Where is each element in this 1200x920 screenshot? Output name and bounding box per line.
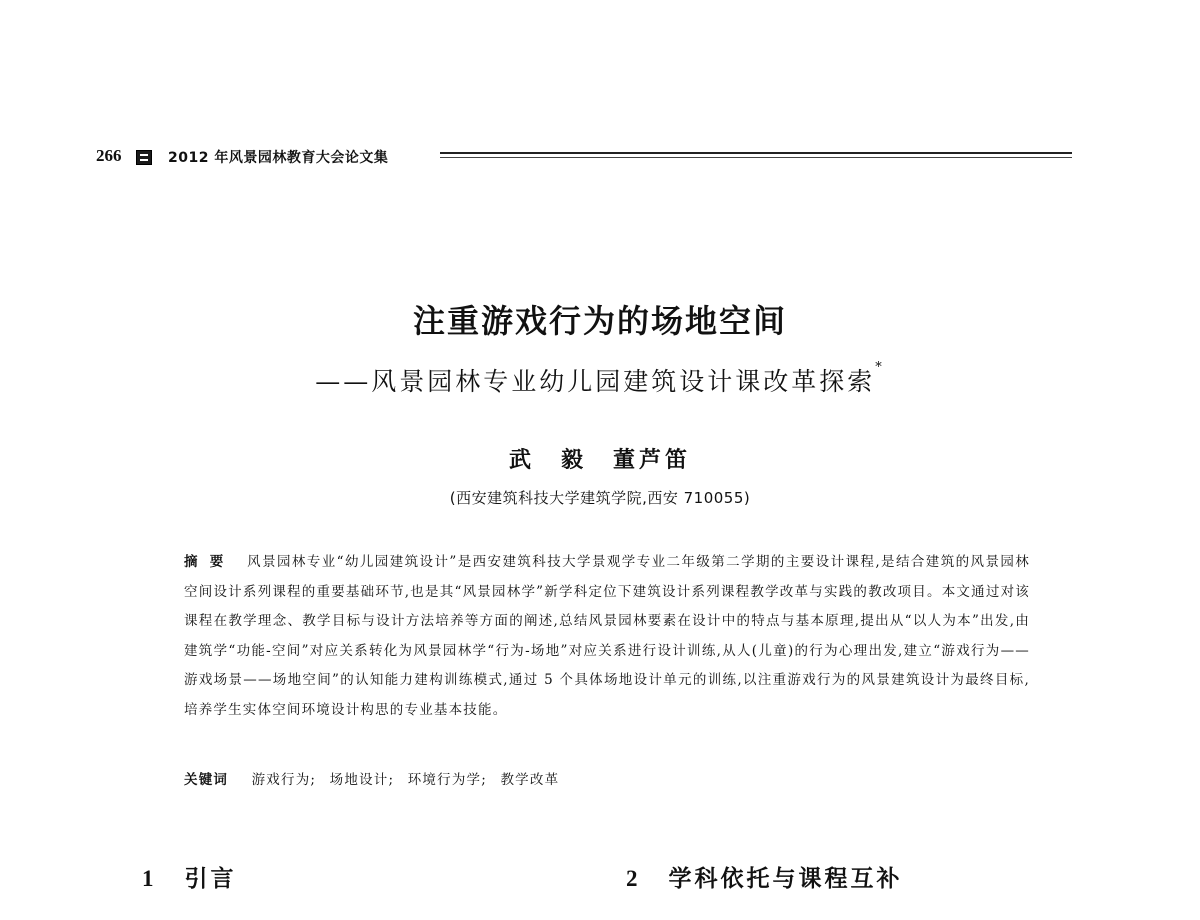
keyword-item: 场地设计; bbox=[329, 772, 395, 788]
keyword-item: 教学改革 bbox=[500, 772, 560, 788]
affiliation: (西安建筑科技大学建筑学院,西安 710055) bbox=[449, 489, 751, 507]
abstract bbox=[184, 548, 1030, 725]
section-title: 学科依托与课程互补 bbox=[668, 865, 903, 892]
section-number: 2 bbox=[626, 866, 641, 891]
page-ornament-icon bbox=[136, 150, 152, 165]
page-number: 266 bbox=[96, 146, 122, 165]
keywords-label: 关键词 bbox=[184, 772, 229, 788]
keyword-item: 游戏行为; bbox=[251, 772, 317, 788]
subtitle-text: ——风景园林专业幼儿园建筑设计课改革探索 bbox=[315, 367, 876, 396]
paper-title: 注重游戏行为的场地空间 bbox=[412, 302, 787, 340]
collection-title: 2012 年风景园林教育大会论文集 bbox=[168, 150, 389, 166]
footnote-mark: * bbox=[875, 360, 885, 375]
header-rule bbox=[440, 152, 1072, 154]
section-number: 1 bbox=[142, 866, 157, 891]
keyword-item: 环境行为学; bbox=[407, 772, 487, 788]
section-heading-introduction bbox=[142, 860, 237, 893]
abstract-label: 摘要 bbox=[184, 554, 236, 570]
keywords bbox=[184, 768, 1030, 788]
section-title: 引言 bbox=[184, 865, 237, 892]
section-heading-discipline bbox=[626, 860, 903, 893]
paper-subtitle bbox=[0, 362, 1200, 398]
authors: 武 毅 董芦笛 bbox=[508, 447, 691, 473]
running-header bbox=[96, 144, 1076, 170]
abstract-text: 风景园林专业“幼儿园建筑设计”是西安建筑科技大学景观学专业二年级第二学期的主要设计课程,是结合建筑的风景园林空间设计系列课程的重要基础环节,也是其“风景园林学”新学科定位下建筑设计系列课程教学改革与实践的教改项目。本文通过对该课程在教学理念、教学目标与设计方法培养等方面的阐述,总结风景园林要素在设计中的特点与基本原理,提出从“以人为本”出发,由建筑学“功能-空间”对应关系转化为风景园林学“行为-场地”对应关系进行设计训练,从人(儿童)的行为心理出发,建立“游戏行为——游戏场景——场地空间”的认知能力建构训练模式,通过 5 个具体场地设计单元的训练,以注重游戏行为的风景建筑设计为最终目标,培养学生实体空间环境设计构思的专业基本技能。 bbox=[184, 554, 1030, 718]
header-rule-thin bbox=[440, 157, 1072, 158]
